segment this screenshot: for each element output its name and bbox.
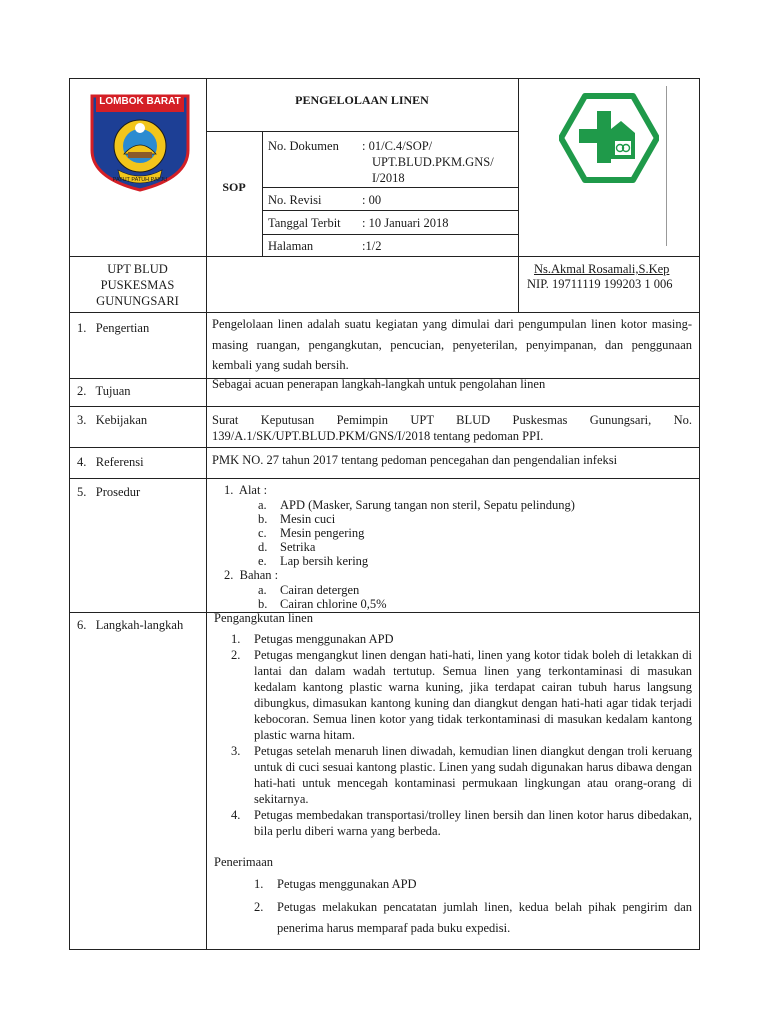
logo-text-bottom: PATUT PATUH PATJU xyxy=(112,177,168,183)
section-label-prosedur: 5. Prosedur xyxy=(77,485,141,499)
column-divider xyxy=(262,131,263,257)
section-text-pengertian: Pengelolaan linen adalah suatu kegiatan yang dimulai dari pengumpulan linen kotor masing-masing ruangan, pengangkutan, pencucian, penyeterilan, penyimpanan, dan penggunaan kembali yang sudah bersih. xyxy=(212,317,692,372)
step-number: 1. xyxy=(231,632,241,646)
row-divider xyxy=(262,210,518,211)
section-divider xyxy=(69,406,700,407)
table-border-right xyxy=(699,78,700,950)
alat-heading: 1. Alat : xyxy=(224,483,268,497)
list-item-number: a. xyxy=(258,498,267,512)
list-item xyxy=(258,554,698,568)
title-divider xyxy=(206,131,518,132)
puskesmas-logo xyxy=(559,93,659,183)
table-border-left xyxy=(69,78,70,950)
step-text: Petugas setelah menaruh linen diwadah, kemudian linen diangkut dengan troli keruang untuk di cuci sesuai kantong plastic. Linen yang sudah digunakan harus dibawa dengan hati-hati untuk mencegah kontaminasi permukaan lingkungan atau orang-orang di sekitarnya. xyxy=(254,744,692,806)
document-title: PENGELOLAAN LINEN xyxy=(295,93,429,107)
list-item-text: APD (Masker, Sarung tangan non steril, Sepatu pelindung) xyxy=(280,498,575,512)
signer-name: Ns.Akmal Rosamali,S.Kep xyxy=(534,262,670,276)
step-number: 4. xyxy=(231,808,241,822)
halaman-label: Halaman xyxy=(268,239,314,253)
list-item xyxy=(258,512,698,526)
list-item-text: Mesin cuci xyxy=(280,512,336,526)
header-bottom-border xyxy=(69,256,700,257)
step-text: Petugas menggunakan APD xyxy=(254,632,394,646)
list-item xyxy=(258,526,698,540)
list-item-text: Mesin pengering xyxy=(280,526,365,540)
list-item xyxy=(258,583,698,597)
section-text-referensi: PMK NO. 27 tahun 2017 tentang pedoman pencegahan dan pengendalian infeksi xyxy=(212,453,618,467)
section-divider xyxy=(69,478,700,479)
section-label-tujuan: 2. Tujuan xyxy=(77,384,131,398)
no-revisi-value: : 00 xyxy=(362,193,382,207)
section-divider xyxy=(69,612,700,613)
org-bottom-border xyxy=(69,312,700,313)
list-item-number: a. xyxy=(258,583,267,597)
section-label-referensi: 4. Referensi xyxy=(77,455,144,469)
sop-label: SOP xyxy=(222,180,246,194)
org-name-line: PUSKESMAS xyxy=(100,278,175,292)
section-label-pengertian: 1. Pengertian xyxy=(77,321,150,335)
step-text: Petugas mengangkut linen dengan hati-hati, linen yang kotor tidak boleh di letakkan di lantai dan dalam wadah tertutup. Semua linen yang terkontaminasi di masukan kedalam kantong plastic warna kuning, jika terdapat cairan tubuh harus langsung dibungkus, dimasukan kantong kuning dan diangkut dengan hati-hati agar tidak terjadi kebocoran. Semua linen kotor yang tidak terkontaminasi di masukan kedalam kantong plastic warna hitam. xyxy=(254,648,692,742)
step-number: 3. xyxy=(231,744,241,758)
no-dokumen-value: : 01/C.4/SOP/ xyxy=(362,139,433,153)
step-text: Petugas menggunakan APD xyxy=(277,877,417,891)
pengangkutan-heading: Pengangkutan linen xyxy=(214,611,313,625)
signer-nip: NIP. 19711119 199203 1 006 xyxy=(527,277,673,291)
penerimaan-heading: Penerimaan xyxy=(214,855,274,869)
list-item-number: d. xyxy=(258,540,268,554)
step-text: Petugas melakukan pencatatan jumlah linen, kedua belah pihak pengirim dan penerima harus memparaf pada buku expedisi. xyxy=(277,900,692,935)
column-divider xyxy=(518,78,519,313)
list-item-text: Cairan chlorine 0,5% xyxy=(280,597,387,611)
no-dokumen-label: No. Dokumen xyxy=(268,139,339,153)
list-item-number: c. xyxy=(258,526,267,540)
table-border-top xyxy=(69,78,700,79)
list-item-number: b. xyxy=(258,597,268,611)
list-item-number: b. xyxy=(258,512,268,526)
table-border-bottom xyxy=(69,949,700,950)
tanggal-terbit-value: : 10 Januari 2018 xyxy=(362,216,449,230)
row-divider xyxy=(262,187,518,188)
step-number: 1. xyxy=(254,877,264,891)
logo-text-top: LOMBOK BARAT xyxy=(99,96,181,107)
section-label-langkah: 6. Langkah-langkah xyxy=(77,618,184,632)
step-number: 2. xyxy=(231,648,241,662)
list-item-text: Cairan detergen xyxy=(280,583,360,597)
section-label-kebijakan: 3. Kebijakan xyxy=(77,413,148,427)
list-item-number: e. xyxy=(258,554,267,568)
org-name-line: UPT BLUD xyxy=(107,262,168,276)
section-text-tujuan: Sebagai acuan penerapan langkah-langkah untuk pengolahan linen xyxy=(212,377,546,391)
org-name-line: GUNUNGSARI xyxy=(96,294,179,308)
step-number: 2. xyxy=(254,900,264,914)
no-dokumen-value: UPT.BLUD.PKM.GNS/ xyxy=(372,155,494,169)
section-text-kebijakan: Surat Keputusan Pemimpin UPT BLUD Puskesmas Gunungsari, No. 139/A.1/SK/UPT.BLUD.PKM/GNS/I/2018 tentang pedoman PPI. xyxy=(212,413,692,443)
logo-guide-line xyxy=(666,86,667,246)
list-item xyxy=(258,540,698,554)
column-divider xyxy=(206,78,207,950)
list-item-text: Setrika xyxy=(280,540,316,554)
step-text: Petugas membedakan transportasi/trolley linen bersih dan linen kotor harus dibedakan, bila perlu diberi warna yang berbeda. xyxy=(254,808,692,838)
no-revisi-label: No. Revisi xyxy=(268,193,322,207)
list-item xyxy=(258,597,698,611)
list-item-text: Lap bersih kering xyxy=(280,554,369,568)
bahan-heading: 2. Bahan : xyxy=(224,568,279,582)
list-item xyxy=(258,498,698,512)
halaman-value: :1/2 xyxy=(362,239,382,253)
tanggal-terbit-label: Tanggal Terbit xyxy=(268,216,341,230)
section-divider xyxy=(69,447,700,448)
no-dokumen-value: I/2018 xyxy=(372,171,405,185)
row-divider xyxy=(262,234,518,235)
